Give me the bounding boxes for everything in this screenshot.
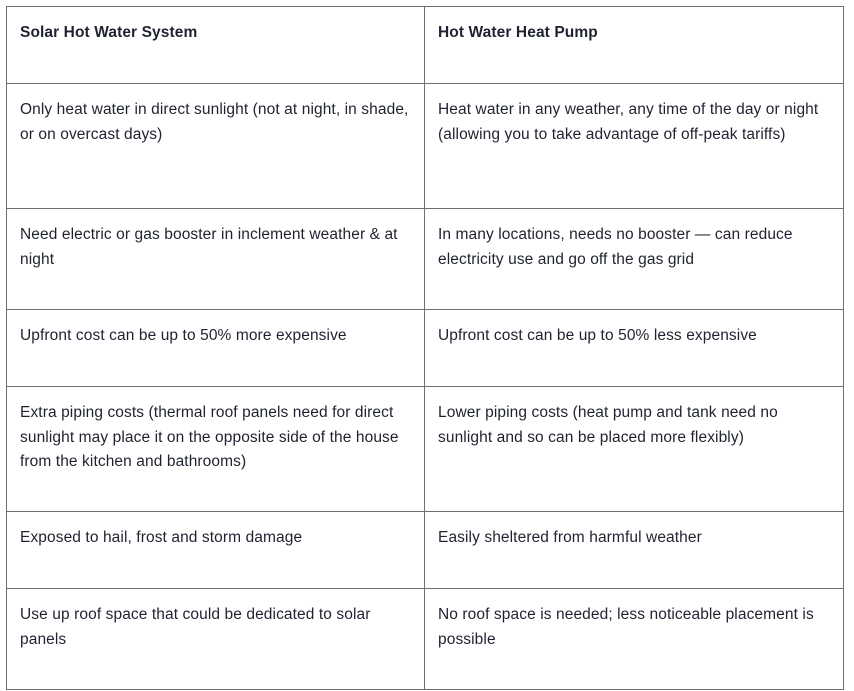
table-row bbox=[7, 209, 844, 310]
header-solar-hot-water-system: Solar Hot Water System bbox=[7, 7, 425, 84]
table-cell-solar: Need electric or gas booster in inclement weather & at night bbox=[7, 209, 425, 310]
table-row bbox=[7, 387, 844, 512]
table-cell-solar: Extra piping costs (thermal roof panels need for direct sunlight may place it on the opposite side of the house from the kitchen and bathrooms) bbox=[7, 387, 425, 512]
table-cell-heat-pump: Easily sheltered from harmful weather bbox=[425, 512, 844, 589]
table-cell-heat-pump: Heat water in any weather, any time of the day or night (allowing you to take advantage of off-peak tariffs) bbox=[425, 84, 844, 209]
header-hot-water-heat-pump: Hot Water Heat Pump bbox=[425, 7, 844, 84]
table-cell-solar: Use up roof space that could be dedicated to solar panels bbox=[7, 589, 425, 690]
table-row bbox=[7, 84, 844, 209]
table-cell-heat-pump: No roof space is needed; less noticeable placement is possible bbox=[425, 589, 844, 690]
table-cell-heat-pump: Lower piping costs (heat pump and tank need no sunlight and so can be placed more flexibly) bbox=[425, 387, 844, 512]
table-header-row bbox=[7, 7, 844, 84]
table-cell-solar: Only heat water in direct sunlight (not at night, in shade, or on overcast days) bbox=[7, 84, 425, 209]
table-row bbox=[7, 512, 844, 589]
table-row bbox=[7, 589, 844, 690]
table-cell-heat-pump: Upfront cost can be up to 50% less expensive bbox=[425, 310, 844, 387]
table-cell-heat-pump: In many locations, needs no booster — can reduce electricity use and go off the gas grid bbox=[425, 209, 844, 310]
table-row bbox=[7, 310, 844, 387]
table-cell-solar: Upfront cost can be up to 50% more expensive bbox=[7, 310, 425, 387]
comparison-table bbox=[6, 6, 844, 690]
comparison-table-container bbox=[6, 6, 843, 690]
table-cell-solar: Exposed to hail, frost and storm damage bbox=[7, 512, 425, 589]
